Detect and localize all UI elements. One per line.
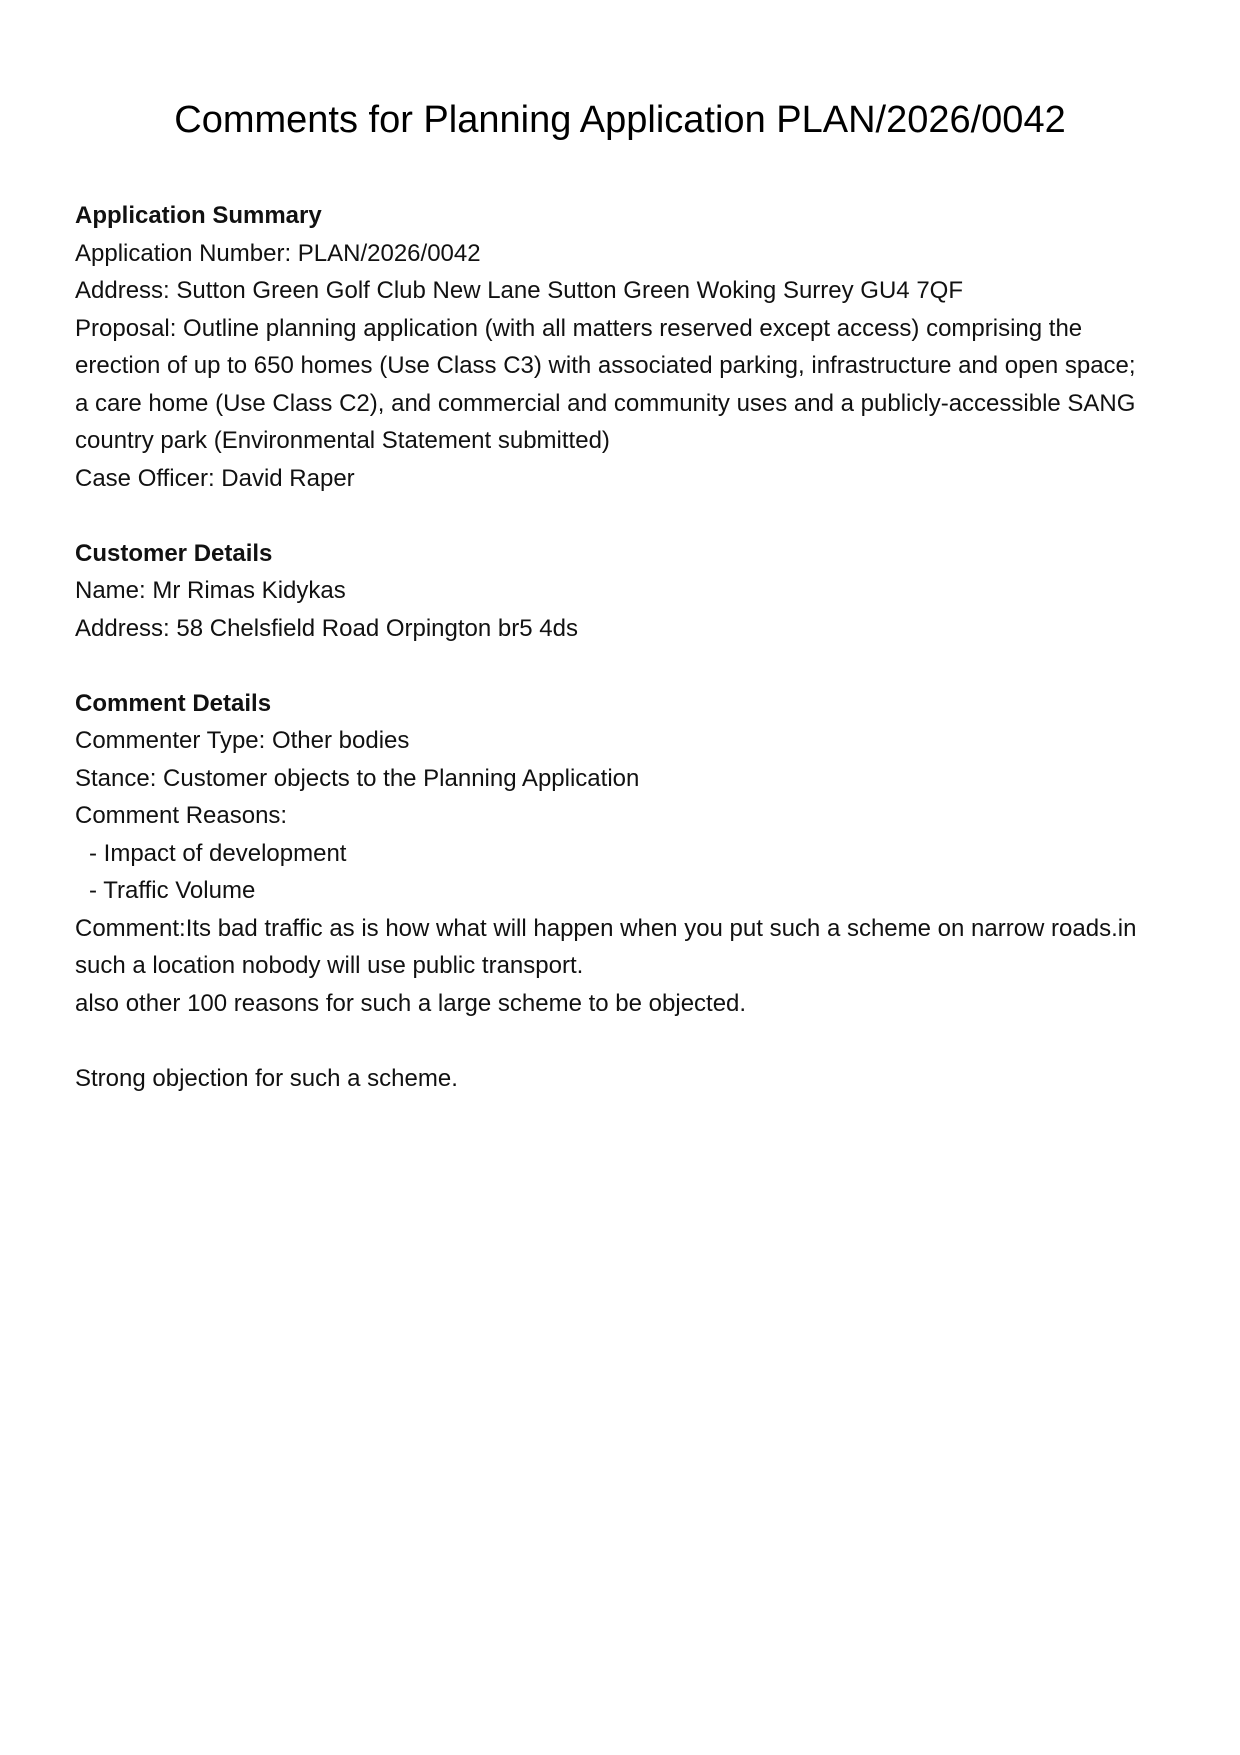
comment-reason-item: - Traffic Volume (89, 877, 256, 904)
paragraph-spacer (75, 1022, 1145, 1060)
customer-address: Address: 58 Chelsfield Road Orpington br5 4ds (75, 614, 578, 642)
stance: Stance: Customer objects to the Planning Application (75, 764, 640, 792)
application-proposal: Proposal: Outline planning application (with all matters reserved except access) comprising the erection of up to 650 homes (Use Class C3) with associated parking, infrastructure and open space; a care home (Use Class C2), and commercial and community uses and a publicly-accessible SANG country park (Environmental Statement submitted) (75, 314, 1136, 454)
application-summary-heading: Application Summary (75, 202, 322, 229)
customer-details-section (75, 535, 1145, 648)
customer-name: Name: Mr Rimas Kidykas (75, 577, 346, 604)
comment-text: Comment:Its bad traffic as is how what will happen when you put such a scheme on narrow roads.in such a location nobody will use public transport. (75, 914, 1137, 979)
comment-reason-item: - Impact of development (89, 839, 347, 867)
commenter-type: Commenter Type: Other bodies (75, 727, 410, 754)
comment-reasons-label: Comment Reasons: (75, 802, 288, 829)
application-address: Address: Sutton Green Golf Club New Lane Sutton Green Woking Surrey GU4 7QF (75, 277, 963, 304)
document-body (75, 197, 1145, 1097)
section-spacer (75, 497, 1145, 535)
case-officer: Case Officer: David Raper (75, 464, 355, 492)
comment-details-heading: Comment Details (75, 689, 272, 717)
application-summary-section (75, 197, 1145, 497)
section-spacer (75, 647, 1145, 685)
page-title: Comments for Planning Application PLAN/2026/0042 (174, 99, 1066, 141)
comment-closing: Strong objection for such a scheme. (75, 1064, 458, 1092)
comment-details-section (75, 685, 1145, 1098)
comment-text-continued: also other 100 reasons for such a large scheme to be objected. (75, 989, 747, 1017)
application-number: Application Number: PLAN/2026/0042 (75, 239, 481, 267)
customer-details-heading: Customer Details (75, 539, 273, 567)
